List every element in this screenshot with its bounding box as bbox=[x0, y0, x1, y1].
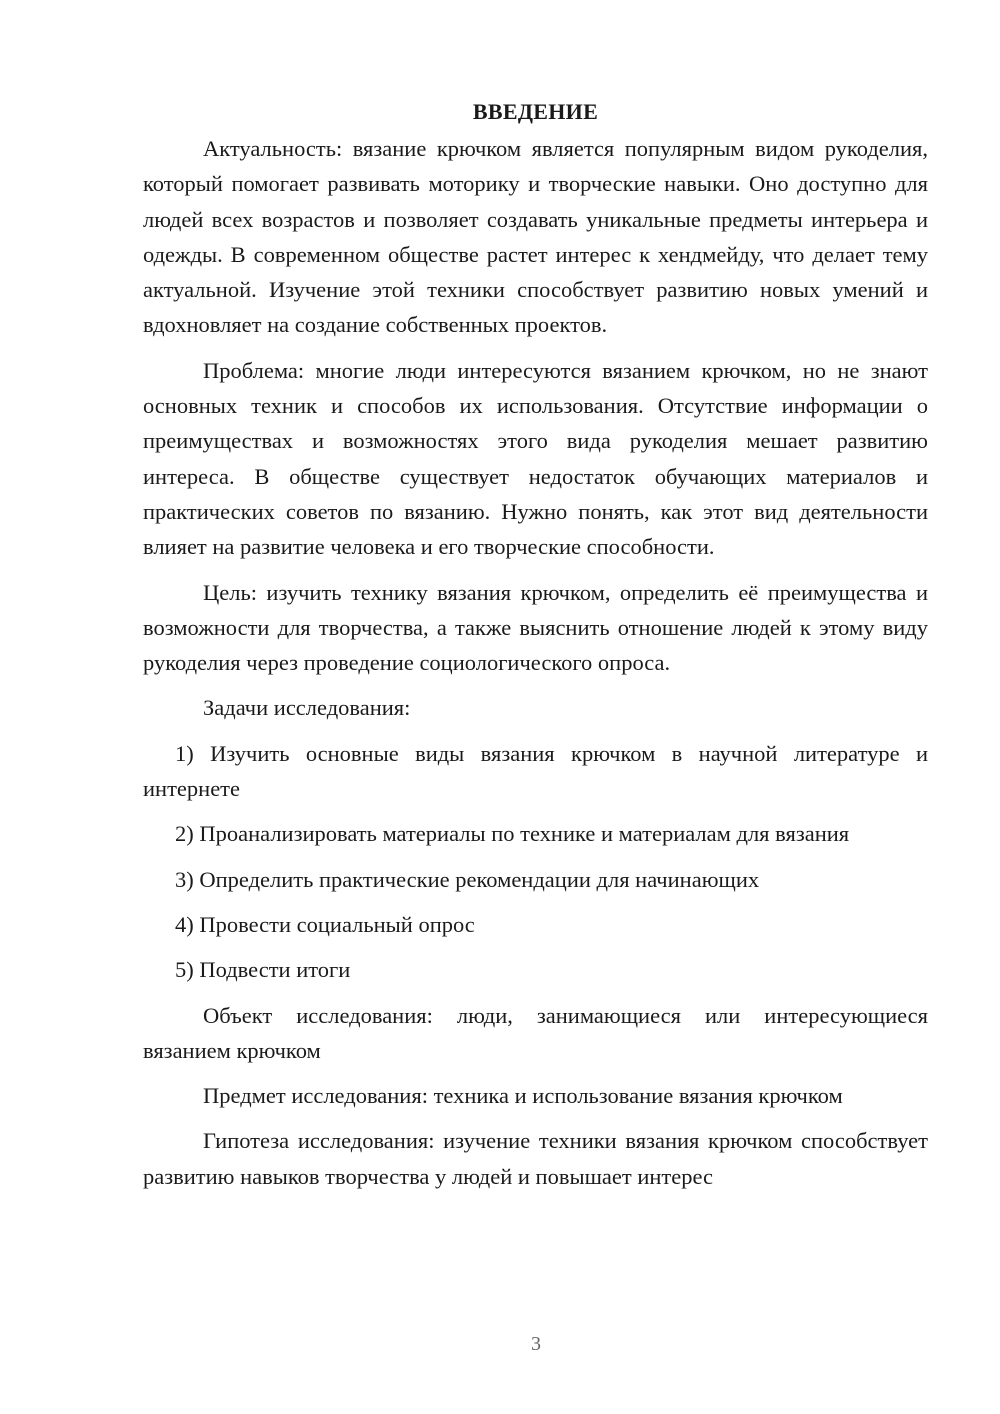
paragraph-goal: Цель: изучить технику вязания крючком, определить её преимущества и возможности для творчества, а также выяснить отношение людей к этому виду рукоделия через проведение социологического опроса. bbox=[143, 579, 928, 676]
task-item-2: 2) Проанализировать материалы по технике и материалам для вязания bbox=[175, 821, 850, 847]
paragraph-subject: Предмет исследования: техника и использование вязания крючком bbox=[203, 1083, 843, 1109]
tasks-heading: Задачи исследования: bbox=[203, 695, 411, 721]
paragraph-hypothesis: Гипотеза исследования: изучение техники вязания крючком способствует развитию навыков творчества у людей и повышает интерес bbox=[143, 1128, 928, 1189]
task-item-1: 1) Изучить основные виды вязания крючком в научной литературе и интернете bbox=[143, 740, 928, 802]
paragraph-problem: Проблема: многие люди интересуются вязанием крючком, но не знают основных техник и способов их использования. Отсутствие информации о преимуществах и возможностях этого вида рукоделия мешает развитию интереса. В обществе существует недостаток обучающих материалов и практических советов по вязанию. Нужно понять, как этот вид деятельности влияет на развитие человека и его творческие способности. bbox=[143, 357, 928, 560]
page-number: 3 bbox=[531, 1333, 541, 1355]
task-item-3: 3) Определить практические рекомендации для начинающих bbox=[175, 866, 760, 892]
task-item-5: 5) Подвести итоги bbox=[175, 957, 351, 983]
task-item-4: 4) Провести социальный опрос bbox=[175, 911, 475, 937]
paragraph-relevance: Актуальность: вязание крючком является популярным видом рукоделия, который помогает развивать моторику и творческие навыки. Оно доступно для людей всех возрастов и позволяет создавать уникальные предметы интерьера и одежды. В современном обществе растет интерес к хендмейду, что делает тему актуальной. Изучение этой техники способствует развитию новых умений и вдохновляет на создание собственных проектов. bbox=[143, 136, 928, 338]
section-title: ВВЕДЕНИЕ bbox=[472, 99, 599, 124]
page-content bbox=[143, 94, 928, 1204]
paragraph-object: Объект исследования: люди, занимающиеся или интересующиеся вязанием крючком bbox=[143, 1002, 928, 1063]
